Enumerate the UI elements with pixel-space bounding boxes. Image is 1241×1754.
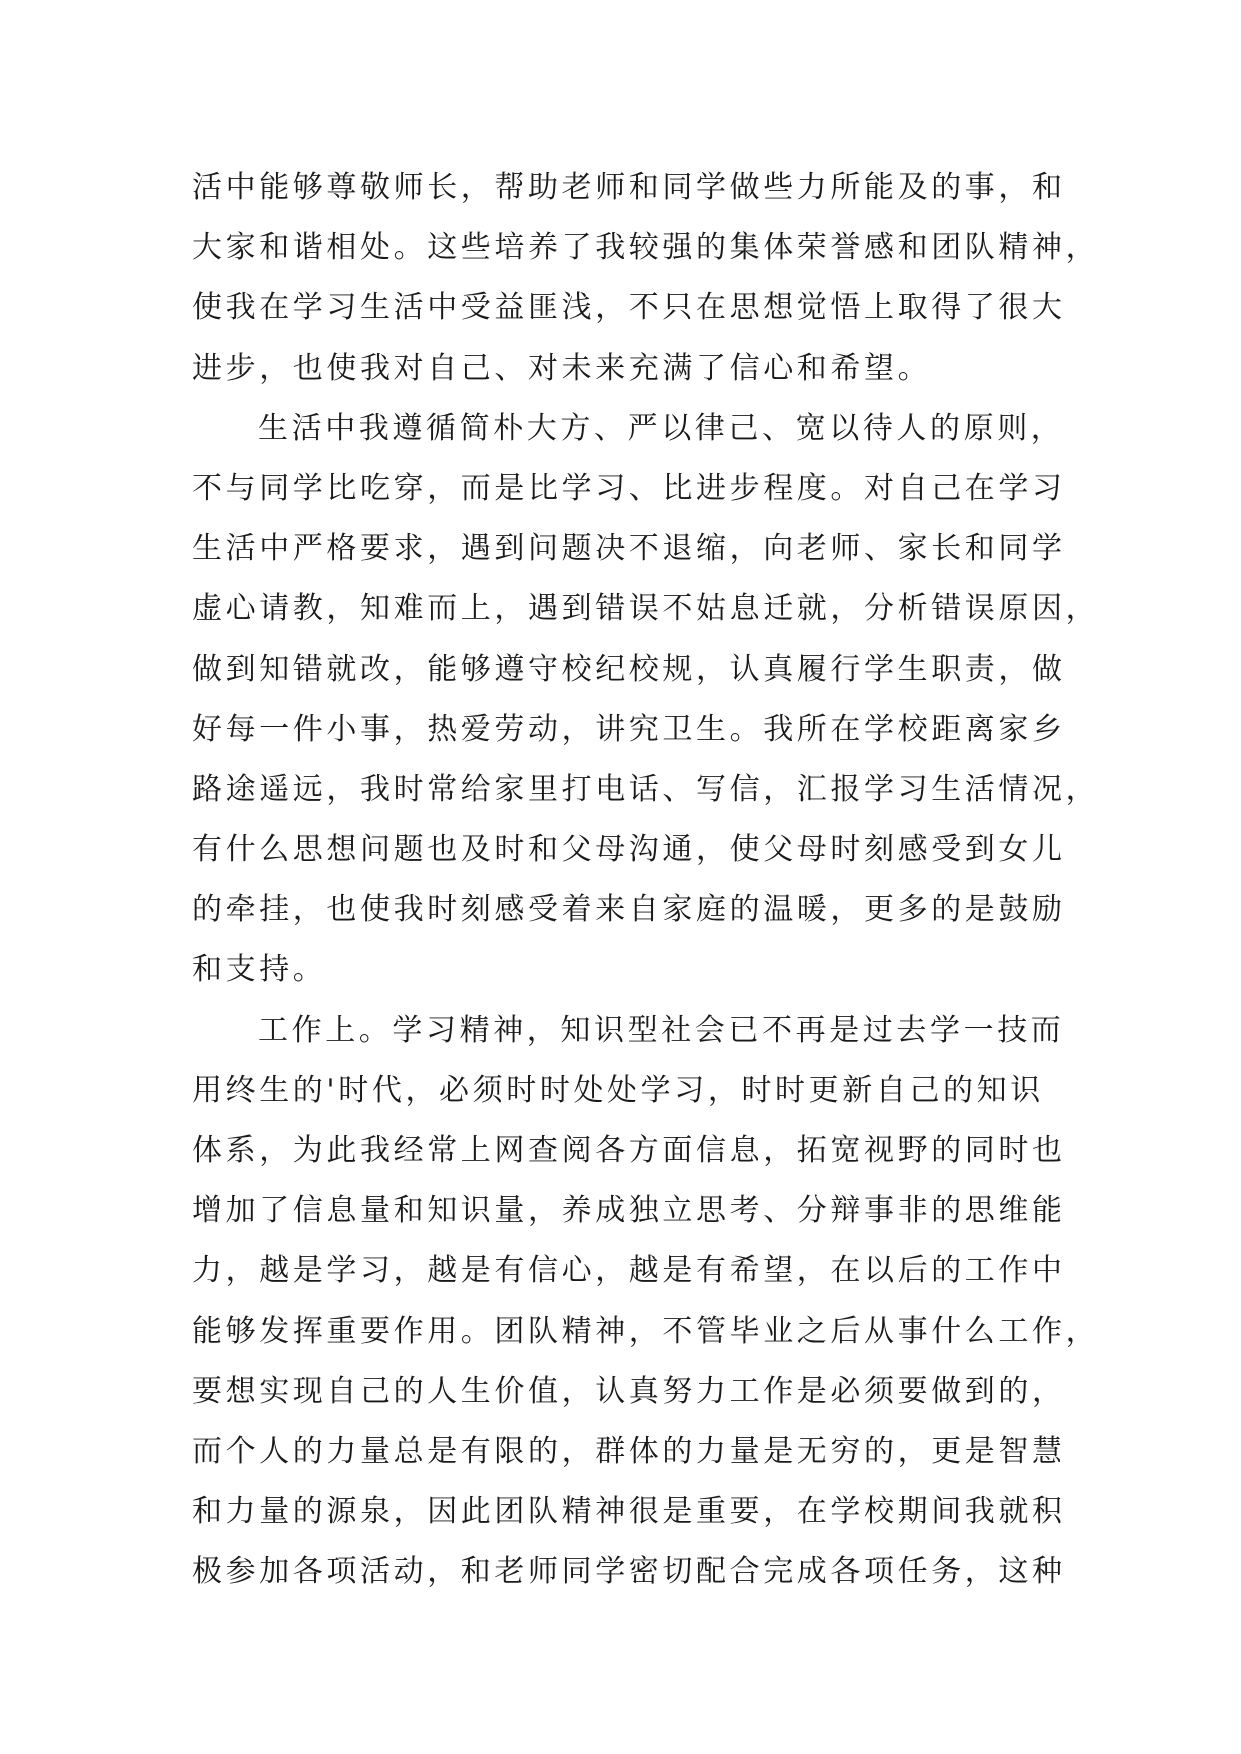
text-line: 做到知错就改，能够遵守校纪校规，认真履行学生职责，做 — [192, 651, 1066, 687]
body-text — [192, 158, 1100, 1603]
text-line: 和力量的源泉，因此团队精神很是重要，在学校期间我就积 — [192, 1494, 1066, 1530]
text-line: 大家和谐相处。这些培养了我较强的集体荣誉感和团队精神， — [192, 230, 1100, 266]
text-line: 进步，也使我对自己、对未来充满了信心和希望。 — [192, 350, 932, 386]
text-line: 而个人的力量总是有限的，群体的力量是无穷的，更是智慧 — [192, 1433, 1066, 1469]
text-line: 生活中严格要求，遇到问题决不退缩，向老师、家长和同学 — [192, 531, 1066, 567]
text-line: 生活中我遵循简朴大方、严以律己、宽以待人的原则， — [258, 410, 1065, 446]
text-line: 好每一件小事，热爱劳动，讲究卫生。我所在学校距离家乡 — [192, 711, 1066, 747]
text-line: 能够发挥重要作用。团队精神，不管毕业之后从事什么工作， — [192, 1313, 1100, 1349]
text-line: 工作上。学习精神，知识型社会已不再是过去学一技而 — [258, 1012, 1065, 1048]
text-line: 虚心请教，知难而上，遇到错误不姑息迁就，分析错误原因， — [192, 591, 1100, 627]
text-line: 要想实现自己的人生价值，认真努力工作是必须要做到的， — [192, 1373, 1066, 1409]
text-line: 增加了信息量和知识量，养成独立思考、分辩事非的思维能 — [192, 1193, 1066, 1229]
text-line: 和支持。 — [192, 952, 327, 988]
text-line: 路途遥远，我时常给家里打电话、写信，汇报学习生活情况， — [192, 771, 1100, 807]
text-line: 有什么思想问题也及时和父母沟通，使父母时刻感受到女儿 — [192, 832, 1066, 868]
text-line: 体系，为此我经常上网查阅各方面信息，拓宽视野的同时也 — [192, 1133, 1066, 1168]
text-line: 的牵挂，也使我时刻感受着来自家庭的温暖，更多的是鼓励 — [192, 892, 1066, 928]
text-line: 不与同学比吃穿，而是比学习、比进步程度。对自己在学习 — [192, 470, 1066, 506]
text-line: 使我在学习生活中受益匪浅，不只在思想觉悟上取得了很大 — [192, 290, 1066, 326]
text-line: 用终生的'时代，必须时时处处学习，时时更新自己的知识 — [192, 1072, 1044, 1108]
text-line: 极参加各项活动，和老师同学密切配合完成各项任务，这种 — [192, 1554, 1066, 1590]
text-line: 力，越是学习，越是有信心，越是有希望，在以后的工作中 — [192, 1253, 1066, 1289]
text-line: 活中能够尊敬师长，帮助老师和同学做些力所能及的事，和 — [192, 170, 1066, 205]
